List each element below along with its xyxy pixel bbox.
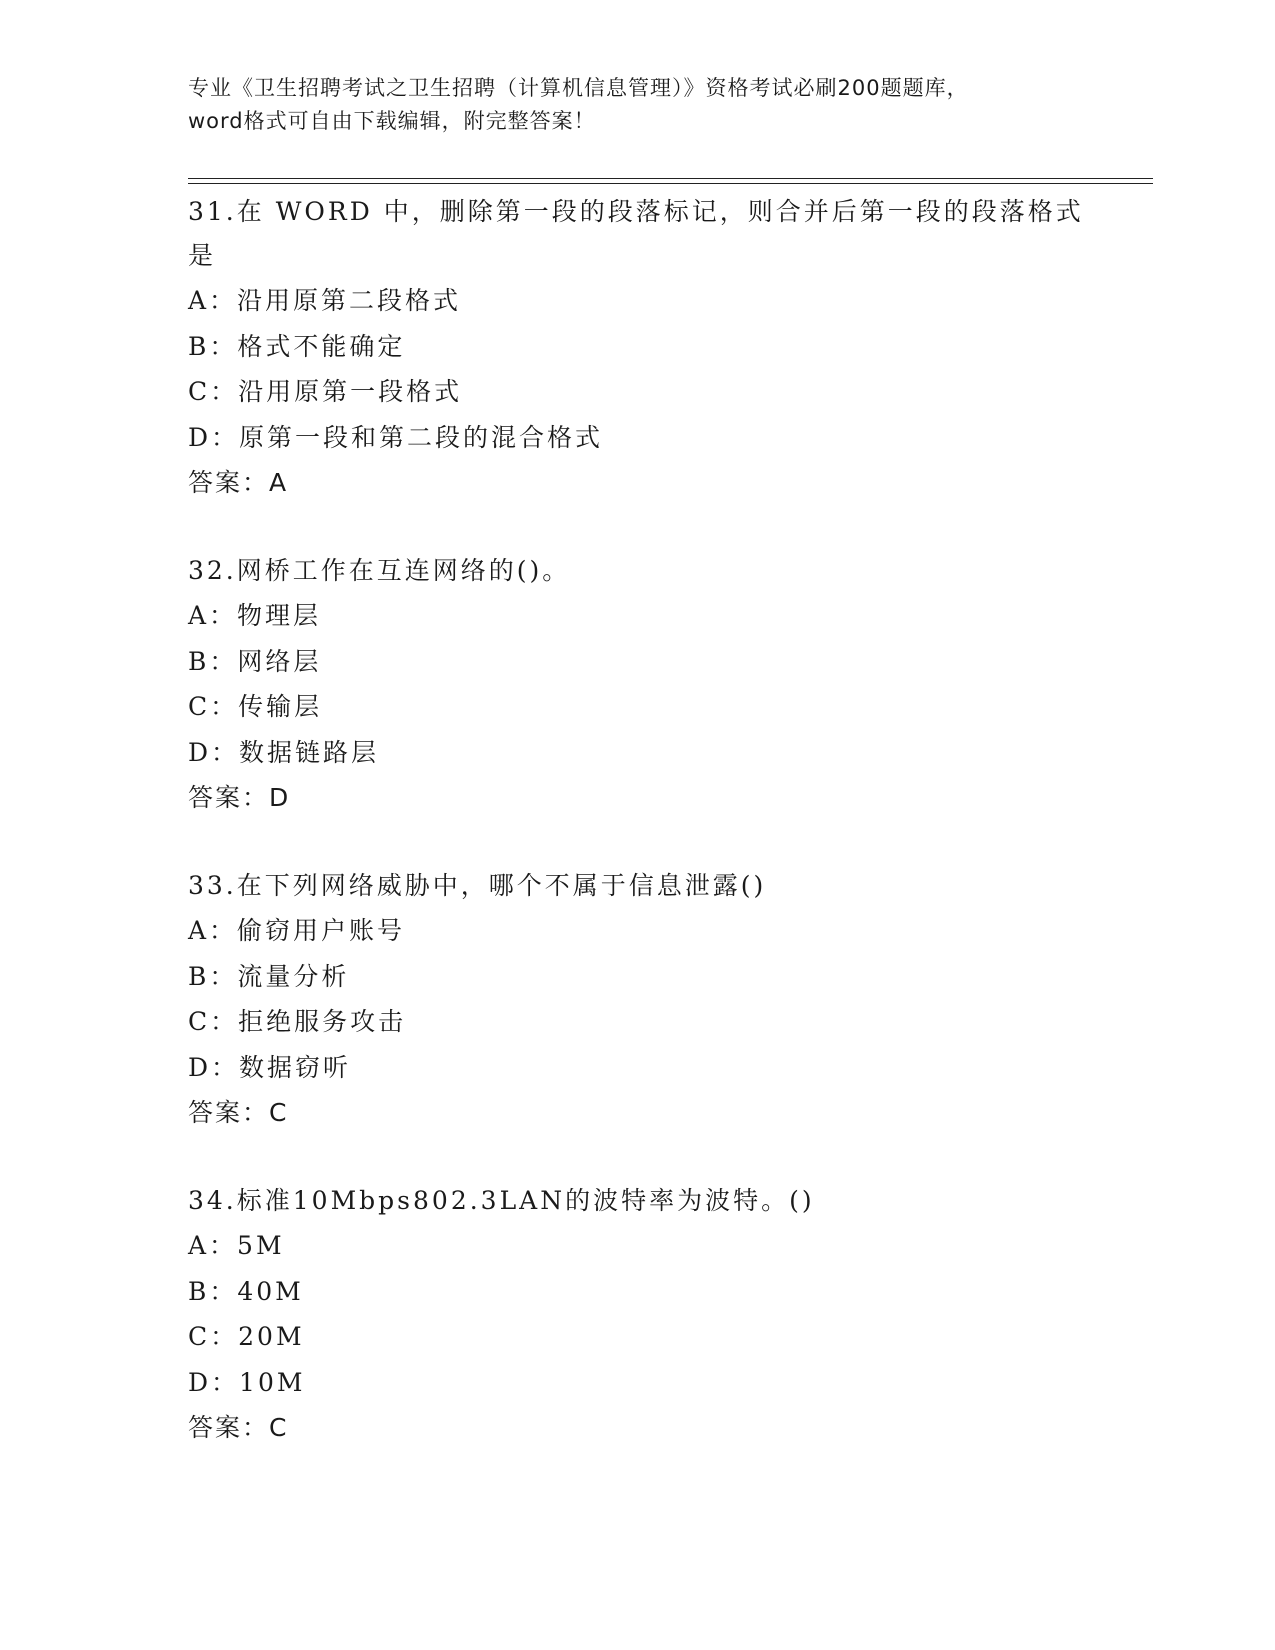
question-stem: 32.网桥工作在互连网络的()。 (188, 556, 571, 585)
question-34 (188, 1179, 1088, 1450)
answer: 答案：C (188, 1098, 289, 1127)
option-b: B：40M (188, 1276, 304, 1306)
option-a: A：沿用原第二段格式 (188, 286, 462, 315)
option-b: B：流量分析 (188, 961, 350, 991)
question-stem: 34.标准10Mbps802.3LAN的波特率为波特。() (188, 1186, 815, 1215)
option-c: C：20M (188, 1322, 305, 1351)
option-d: D：数据链路层 (188, 737, 380, 767)
option-d: D：原第一段和第二段的混合格式 (188, 422, 604, 452)
header-line-1: 专业《卫生招聘考试之卫生招聘（计算机信息管理）》资格考试必刷200题题库， (188, 76, 969, 100)
answer: 答案：A (188, 468, 289, 497)
question-stem: 33.在下列网络威胁中，哪个不属于信息泄露() (188, 871, 767, 900)
question-stem: 31.在 WORD 中，删除第一段的段落标记，则合并后第一段的段落格式 (188, 197, 1084, 226)
question-32 (188, 549, 1088, 820)
question-33 (188, 864, 1088, 1135)
question-list (188, 190, 1088, 1494)
header-divider-bottom (188, 183, 1153, 184)
option-a: A：5M (188, 1231, 285, 1260)
option-d: D：10M (188, 1367, 306, 1397)
option-c: C：拒绝服务攻击 (188, 1007, 407, 1036)
option-b: B：格式不能确定 (188, 331, 406, 361)
header-divider-top (188, 178, 1153, 179)
question-31 (188, 190, 1088, 505)
document-header (188, 72, 1088, 138)
answer: 答案：C (188, 1413, 289, 1442)
option-a: A：偷窃用户账号 (188, 916, 406, 945)
option-d: D：数据窃听 (188, 1052, 352, 1082)
option-c: C：沿用原第一段格式 (188, 377, 463, 406)
answer: 答案：D (188, 783, 291, 812)
option-c: C：传输层 (188, 692, 323, 721)
question-stem-continued: 是 (188, 241, 217, 270)
header-line-2: word格式可自由下载编辑，附完整答案！ (188, 109, 596, 133)
option-a: A：物理层 (188, 601, 322, 630)
option-b: B：网络层 (188, 646, 322, 676)
